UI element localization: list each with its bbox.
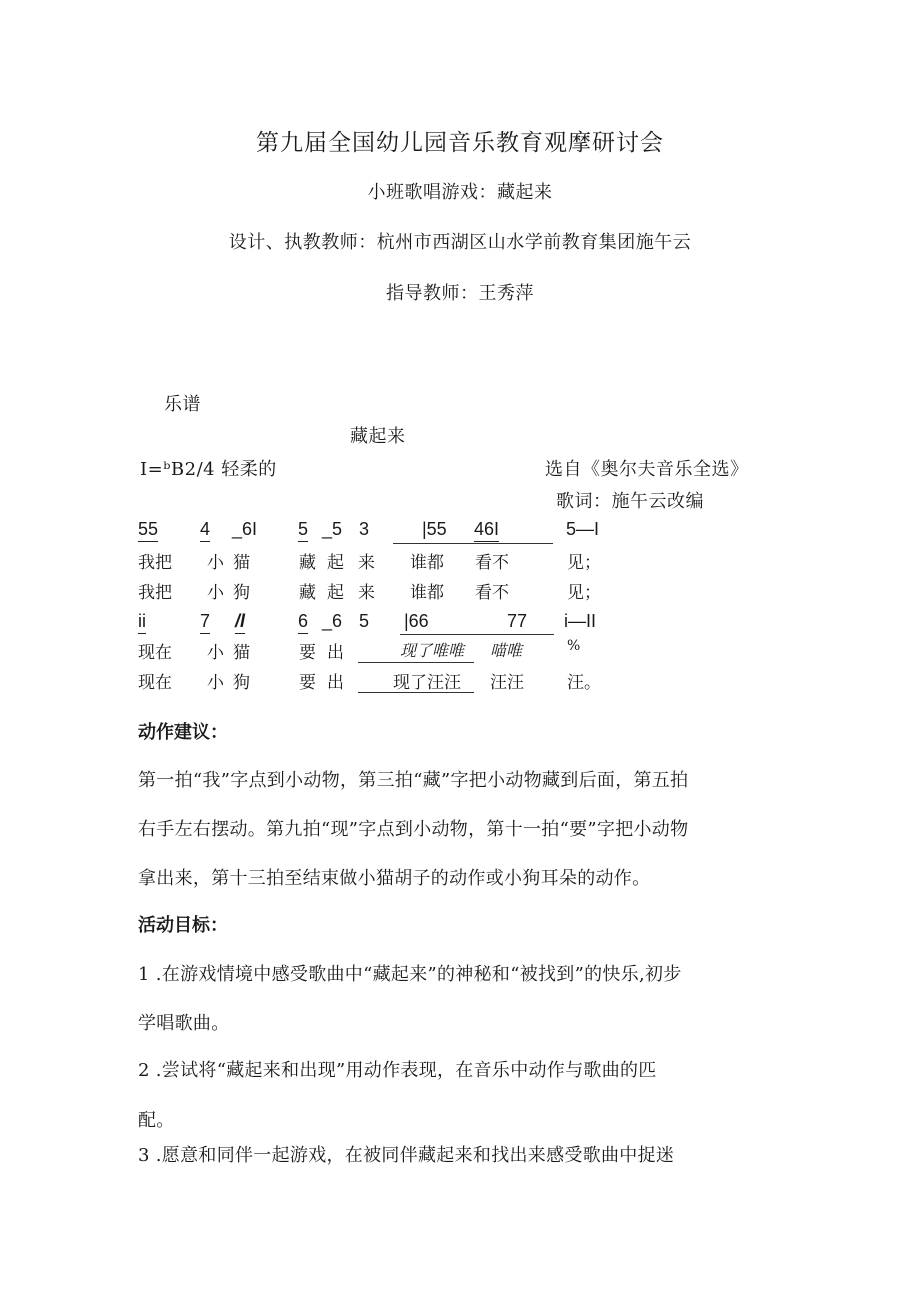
note-group: 5 <box>359 611 370 631</box>
lyric-word: 来 <box>358 583 375 603</box>
lyric-word: 猫 <box>233 643 250 663</box>
note-group: 46I <box>474 519 499 542</box>
note-group: _5 <box>322 519 343 539</box>
lyrics-credit: 歌词：施午云改编 <box>556 491 704 512</box>
actions-paragraph-line: 第一拍“我”字点到小动物，第三拍“藏”字把小动物藏到后面，第五拍 <box>138 770 689 791</box>
lyric-word: 小 <box>207 673 224 693</box>
teacher-line: 设计、执教教师：杭州市西湖区山水学前教育集团施午云 <box>228 232 692 253</box>
page-title: 第九届全国幼儿园音乐教育观摩研讨会 <box>256 130 664 156</box>
note-group: |55 <box>422 519 447 539</box>
note-group: /l <box>235 611 245 634</box>
slur-line <box>358 692 474 693</box>
lyric-word: % <box>567 638 581 654</box>
lyric-word: 谁都 <box>410 583 444 603</box>
lyric-word: 狗 <box>233 583 250 603</box>
lyric-word: 汪。 <box>567 673 601 693</box>
goals-heading: 活动目标： <box>138 915 228 936</box>
lyric-word: 喵唯 <box>490 641 523 660</box>
goal-item: 2 .尝试将“藏起来和出现”用动作表现，在音乐中动作与歌曲的匹 <box>138 1060 657 1081</box>
note-group: 55 <box>138 519 158 542</box>
lyric-word: 现了唯唯 <box>400 641 465 660</box>
lyric-word: 我把 <box>138 553 172 573</box>
lyric-word: 狗 <box>233 673 250 693</box>
note-group: 3 <box>359 519 370 539</box>
lyric-word: 来 <box>358 553 375 573</box>
goal-item: 1 .在游戏情境中感受歌曲中“藏起来”的神秘和“被找到”的快乐,初步 <box>138 964 682 985</box>
lyric-word: 藏 <box>299 553 316 573</box>
lyric-word: 见； <box>567 553 601 573</box>
goal-item: 3 .愿意和同伴一起游戏，在被同伴藏起来和找出来感受歌曲中捉迷 <box>138 1145 675 1166</box>
lyric-word: 要 <box>299 643 316 663</box>
lyric-word: 起 <box>327 553 344 573</box>
lyric-word: 看不 <box>475 553 509 573</box>
lyric-word: 现了汪汪 <box>393 673 461 693</box>
lyric-word: 谁都 <box>410 553 444 573</box>
lyric-word: 看不 <box>475 583 509 603</box>
lyric-word: 小 <box>207 643 224 663</box>
goal-item-continuation: 学唱歌曲。 <box>138 1013 230 1034</box>
note-group: 6 <box>298 611 308 634</box>
lyric-word: 小 <box>207 583 224 603</box>
lyric-word: 猫 <box>233 553 250 573</box>
song-title: 藏起来 <box>350 426 406 447</box>
lyric-word: 见； <box>567 583 601 603</box>
lyric-word: 小 <box>207 553 224 573</box>
note-group: 77 <box>507 611 528 631</box>
lesson-subtitle: 小班歌唱游戏：藏起来 <box>367 182 553 203</box>
source-note: 选自《奥尔夫音乐全选》 <box>545 459 749 480</box>
goal-item-continuation: 配。 <box>138 1110 175 1131</box>
actions-paragraph-line: 右手左右摆动。第九拍“现”字点到小动物，第十一拍“要”字把小动物 <box>138 819 689 840</box>
note-group: |66 <box>404 611 429 631</box>
lyric-word: 现在 <box>138 673 172 693</box>
note-group: 4 <box>200 519 210 542</box>
note-group: 7 <box>200 611 210 634</box>
lyric-word: 出 <box>327 643 344 663</box>
note-group: ii <box>138 611 146 634</box>
score-label: 乐谱 <box>164 394 201 415</box>
lyric-word: 我把 <box>138 583 172 603</box>
note-group: 5—I <box>566 519 600 539</box>
note-group: _6 <box>322 611 343 631</box>
note-group: i—II <box>564 611 597 631</box>
lyric-word: 要 <box>299 673 316 693</box>
lyric-word: 出 <box>327 673 344 693</box>
lyric-word: 现在 <box>138 643 172 663</box>
key-tempo: I=ᵇB2/4 轻柔的 <box>140 459 277 480</box>
lyric-word: 起 <box>327 583 344 603</box>
advisor-line: 指导教师：王秀萍 <box>386 283 534 304</box>
note-group: 5 <box>298 519 308 542</box>
actions-paragraph-line: 拿出来，第十三拍至结束做小猫胡子的动作或小狗耳朵的动作。 <box>138 868 651 889</box>
lyric-word: 汪汪 <box>490 673 524 693</box>
slur-line <box>393 543 553 544</box>
actions-heading: 动作建议： <box>138 722 228 743</box>
lyric-word: 藏 <box>299 583 316 603</box>
slur-line <box>358 662 474 663</box>
note-group: _6I <box>232 519 258 539</box>
slur-line <box>400 634 554 635</box>
